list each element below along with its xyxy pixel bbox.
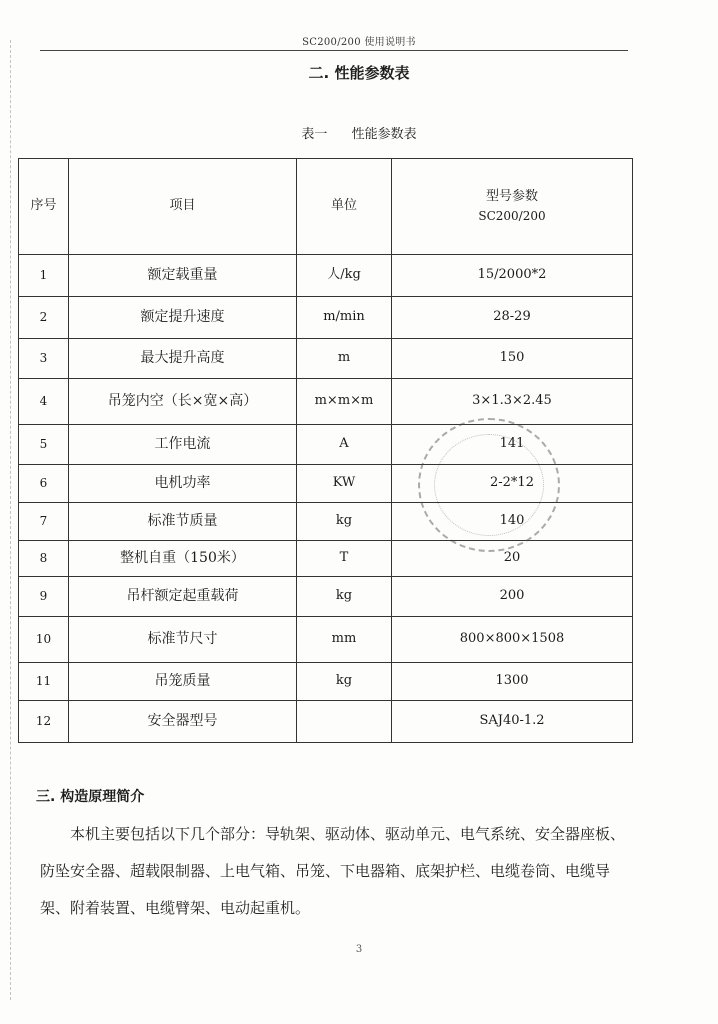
section-title-performance: 二. 性能参数表 [308, 64, 410, 82]
row-item: 吊笼质量 [69, 663, 297, 701]
column-header-index: 序号 [19, 159, 69, 255]
table-row [19, 465, 633, 503]
table-caption-title: 性能参数表 [351, 127, 417, 142]
row-index: 5 [19, 425, 69, 465]
row-unit: T [297, 541, 392, 577]
section-title-structure: 三. 构造原理简介 [36, 789, 145, 805]
row-unit: m×m×m [297, 379, 392, 425]
row-index: 1 [19, 255, 69, 297]
table-caption-number: 表一 [301, 127, 328, 142]
row-value: 2-2*12 [392, 465, 633, 503]
row-item: 额定提升速度 [69, 297, 297, 339]
section-body-structure: 本机主要包括以下几个部分：导轨架、驱动体、驱动单元、电气系统、安全器座板、防坠安全器、超载限制器、上电气箱、吊笼、下电器箱、底架护栏、电缆卷筒、电缆导架、附着装置、电缆臂架、电动起重机。 [40, 825, 626, 917]
row-item: 电机功率 [69, 465, 297, 503]
row-unit: kg [297, 503, 392, 541]
row-unit: m [297, 339, 392, 379]
row-index: 7 [19, 503, 69, 541]
binding-margin-line [10, 40, 11, 1000]
column-header-model-name: SC200/200 [478, 209, 546, 224]
row-item: 吊杆额定起重载荷 [69, 577, 297, 617]
row-index: 8 [19, 541, 69, 577]
row-unit: A [297, 425, 392, 465]
row-index: 4 [19, 379, 69, 425]
row-item: 工作电流 [69, 425, 297, 465]
row-index: 9 [19, 577, 69, 617]
row-value: 15/2000*2 [392, 255, 633, 297]
column-header-unit: 单位 [297, 159, 392, 255]
row-value: 140 [392, 503, 633, 541]
table-row [19, 577, 633, 617]
table-row [19, 379, 633, 425]
page-number: 3 [355, 944, 363, 955]
table-header-row [19, 159, 633, 255]
row-unit: kg [297, 663, 392, 701]
row-item: 最大提升高度 [69, 339, 297, 379]
row-index: 12 [19, 701, 69, 743]
row-index: 10 [19, 617, 69, 663]
table-row [19, 425, 633, 465]
table-caption [0, 123, 718, 142]
table-row [19, 339, 633, 379]
table-row [19, 617, 633, 663]
table-row [19, 663, 633, 701]
row-value: 150 [392, 339, 633, 379]
header-rule [40, 50, 628, 51]
row-value: 200 [392, 577, 633, 617]
row-value: 28-29 [392, 297, 633, 339]
row-item: 标准节尺寸 [69, 617, 297, 663]
row-index: 11 [19, 663, 69, 701]
column-header-item: 项目 [69, 159, 297, 255]
table-row [19, 701, 633, 743]
row-item: 整机自重（150米） [69, 541, 297, 577]
table-row [19, 541, 633, 577]
running-header: SC200/200 使用说明书 [302, 37, 416, 48]
row-item: 安全器型号 [69, 701, 297, 743]
column-header-model-params [392, 159, 633, 255]
column-header-model-params-label: 型号参数 [485, 188, 538, 204]
row-index: 6 [19, 465, 69, 503]
row-value: 141 [392, 425, 633, 465]
row-unit [297, 701, 392, 743]
row-index: 2 [19, 297, 69, 339]
row-item: 标准节质量 [69, 503, 297, 541]
row-unit: KW [297, 465, 392, 503]
row-unit: kg [297, 577, 392, 617]
performance-parameter-table [18, 158, 633, 743]
table-row [19, 503, 633, 541]
row-value: SAJ40-1.2 [392, 701, 633, 743]
row-item: 额定载重量 [69, 255, 297, 297]
row-item: 吊笼内空（长×宽×高） [69, 379, 297, 425]
row-value: 1300 [392, 663, 633, 701]
table-row [19, 297, 633, 339]
row-value: 20 [392, 541, 633, 577]
row-index: 3 [19, 339, 69, 379]
row-unit: mm [297, 617, 392, 663]
table-row [19, 255, 633, 297]
row-value: 800×800×1508 [392, 617, 633, 663]
row-unit: m/min [297, 297, 392, 339]
row-unit: 人/kg [297, 255, 392, 297]
row-value: 3×1.3×2.45 [392, 379, 633, 425]
